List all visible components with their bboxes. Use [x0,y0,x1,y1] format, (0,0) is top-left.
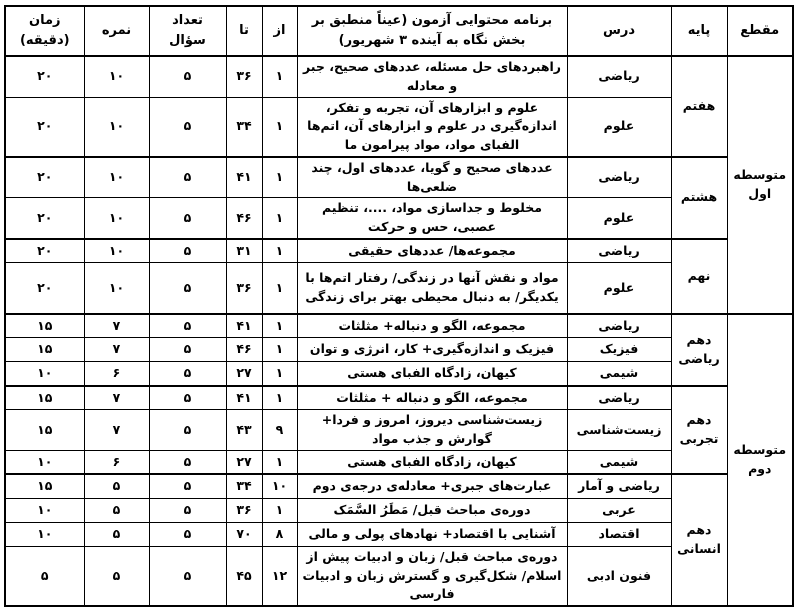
cell-ta: ۴۶ [226,338,262,362]
cell-az: ۱ [262,338,297,362]
cell-soal: ۵ [149,450,226,474]
cell-dars: علوم [567,97,671,157]
cell-payeh: دهم تجربی [671,386,727,475]
cell-soal: ۵ [149,314,226,338]
cell-ta: ۳۶ [226,263,262,314]
cell-nomreh: ۱۰ [84,198,149,239]
cell-soal: ۵ [149,546,226,606]
cell-content: مخلوط و جداسازی مواد، ....، تنظیم عصبی، حس و حرکت [297,198,567,239]
cell-ta: ۴۳ [226,410,262,451]
cell-nomreh: ۱۰ [84,263,149,314]
cell-dars: فیزیک [567,338,671,362]
cell-zaman: ۱۰ [5,362,84,386]
col-header-from: از [262,6,297,56]
table-row [5,239,793,263]
table-body [5,56,793,606]
cell-ta: ۳۱ [226,239,262,263]
cell-zaman: ۱۵ [5,386,84,410]
cell-soal: ۵ [149,198,226,239]
cell-soal: ۵ [149,97,226,157]
cell-dars: شیمی [567,362,671,386]
col-header-to: تا [226,6,262,56]
cell-nomreh: ۷ [84,338,149,362]
cell-az: ۱ [262,56,297,97]
cell-payeh: دهم انسانی [671,474,727,606]
col-header-exam-content: برنامه محتوایی آزمون (عیناً منطبق بر بخش نگاه به آینده ۳ شهریور) [297,6,567,56]
col-header-score: نمره [84,6,149,56]
cell-az: ۱ [262,386,297,410]
cell-az: ۱۲ [262,546,297,606]
cell-content: فیزیک و اندازه‌گیری+ کار، انرژی و توان [297,338,567,362]
cell-content: کیهان، زادگاه الفبای هستی [297,362,567,386]
cell-nomreh: ۱۰ [84,157,149,198]
cell-soal: ۵ [149,410,226,451]
cell-az: ۱ [262,314,297,338]
cell-nomreh: ۵ [84,474,149,498]
cell-payeh: دهم ریاضی [671,314,727,386]
cell-az: ۱ [262,498,297,522]
cell-zaman: ۲۰ [5,56,84,97]
cell-az: ۱ [262,97,297,157]
cell-maqta: متوسطه اول [727,56,793,314]
cell-content: مجموعه، الگو و دنباله+ مثلثات [297,314,567,338]
cell-nomreh: ۶ [84,450,149,474]
cell-ta: ۴۵ [226,546,262,606]
cell-ta: ۳۴ [226,97,262,157]
cell-dars: زیست‌شناسی [567,410,671,451]
cell-az: ۱ [262,450,297,474]
cell-zaman: ۲۰ [5,263,84,314]
cell-zaman: ۱۵ [5,314,84,338]
cell-nomreh: ۵ [84,546,149,606]
cell-zaman: ۲۰ [5,97,84,157]
cell-ta: ۳۶ [226,56,262,97]
cell-az: ۱ [262,198,297,239]
cell-content: کیهان، زادگاه الفبای هستی [297,450,567,474]
cell-az: ۱ [262,263,297,314]
cell-ta: ۴۶ [226,198,262,239]
cell-soal: ۵ [149,338,226,362]
cell-content: مجموعه، الگو و دنباله + مثلثات [297,386,567,410]
cell-zaman: ۲۰ [5,157,84,198]
cell-maqta: متوسطه دوم [727,314,793,606]
cell-az: ۸ [262,522,297,546]
cell-dars: فنون ادبی [567,546,671,606]
table-row [5,314,793,338]
cell-zaman: ۱۵ [5,338,84,362]
cell-dars: عربی [567,498,671,522]
cell-dars: ریاضی [567,314,671,338]
cell-nomreh: ۱۰ [84,239,149,263]
cell-dars: اقتصاد [567,522,671,546]
cell-soal: ۵ [149,56,226,97]
cell-ta: ۴۱ [226,314,262,338]
cell-dars: شیمی [567,450,671,474]
cell-payeh: هشتم [671,157,727,239]
cell-content: زیست‌شناسی دیروز، امروز و فردا+ گوارش و جذب مواد [297,410,567,451]
cell-content: راهبردهای حل مسئله، عددهای صحیح، جبر و معادله [297,56,567,97]
table-row [5,157,793,198]
cell-dars: ریاضی [567,239,671,263]
cell-zaman: ۱۰ [5,450,84,474]
cell-soal: ۵ [149,362,226,386]
cell-nomreh: ۵ [84,498,149,522]
cell-content: دوره‌ی مباحث قبل/ زبان و ادبیات پیش از اسلام/ شکل‌گیری و گسترش زبان و ادبیات فارسی [297,546,567,606]
cell-ta: ۳۶ [226,498,262,522]
cell-dars: علوم [567,263,671,314]
cell-nomreh: ۱۰ [84,97,149,157]
cell-nomreh: ۱۰ [84,56,149,97]
cell-content: علوم و ابزارهای آن، تجربه و تفکر، اندازه‌گیری در علوم و ابزارهای آن، اتم‌ها الفبای مواد، مواد پیرامون ما [297,97,567,157]
cell-soal: ۵ [149,474,226,498]
col-header-grade: پایه [671,6,727,56]
cell-ta: ۲۷ [226,362,262,386]
cell-zaman: ۵ [5,546,84,606]
cell-ta: ۳۴ [226,474,262,498]
cell-az: ۱ [262,239,297,263]
cell-soal: ۵ [149,386,226,410]
cell-nomreh: ۷ [84,314,149,338]
table-header-row [5,6,793,56]
table-row [5,386,793,410]
cell-dars: علوم [567,198,671,239]
table-row [5,56,793,97]
cell-content: مواد و نقش آنها در زندگی/ رفتار اتم‌ها با یکدیگر/ به دنبال محیطی بهتر برای زندگی [297,263,567,314]
exam-schedule-table [4,5,794,607]
cell-soal: ۵ [149,522,226,546]
cell-nomreh: ۷ [84,410,149,451]
cell-zaman: ۱۵ [5,474,84,498]
cell-zaman: ۲۰ [5,239,84,263]
cell-content: دوره‌ی مباحث قبل/ مَطَرُ السَّمَک [297,498,567,522]
cell-soal: ۵ [149,498,226,522]
cell-dars: ریاضی [567,56,671,97]
cell-az: ۱ [262,362,297,386]
col-header-question-count: تعداد سؤال [149,6,226,56]
cell-ta: ۴۱ [226,157,262,198]
cell-nomreh: ۷ [84,386,149,410]
cell-zaman: ۱۰ [5,522,84,546]
cell-dars: ریاضی [567,157,671,198]
cell-zaman: ۱۵ [5,410,84,451]
cell-payeh: هفتم [671,56,727,157]
cell-nomreh: ۶ [84,362,149,386]
cell-az: ۹ [262,410,297,451]
cell-content: عبارت‌های جبری+ معادله‌ی درجه‌ی دوم [297,474,567,498]
cell-nomreh: ۵ [84,522,149,546]
cell-soal: ۵ [149,263,226,314]
cell-content: عددهای صحیح و گویا، عددهای اول، چند ضلعی‌ها [297,157,567,198]
cell-soal: ۵ [149,157,226,198]
cell-content: آشنایی با اقتصاد+ نهادهای پولی و مالی [297,522,567,546]
cell-az: ۱ [262,157,297,198]
cell-soal: ۵ [149,239,226,263]
cell-dars: ریاضی [567,386,671,410]
cell-payeh: نهم [671,239,727,314]
cell-ta: ۲۷ [226,450,262,474]
cell-content: مجموعه‌ها/ عددهای حقیقی [297,239,567,263]
cell-zaman: ۱۰ [5,498,84,522]
cell-dars: ریاضی و آمار [567,474,671,498]
col-header-time: زمان (دقیقه) [5,6,84,56]
cell-az: ۱۰ [262,474,297,498]
cell-ta: ۷۰ [226,522,262,546]
cell-zaman: ۲۰ [5,198,84,239]
col-header-level: مقطع [727,6,793,56]
cell-ta: ۴۱ [226,386,262,410]
col-header-subject: درس [567,6,671,56]
table-row [5,474,793,498]
